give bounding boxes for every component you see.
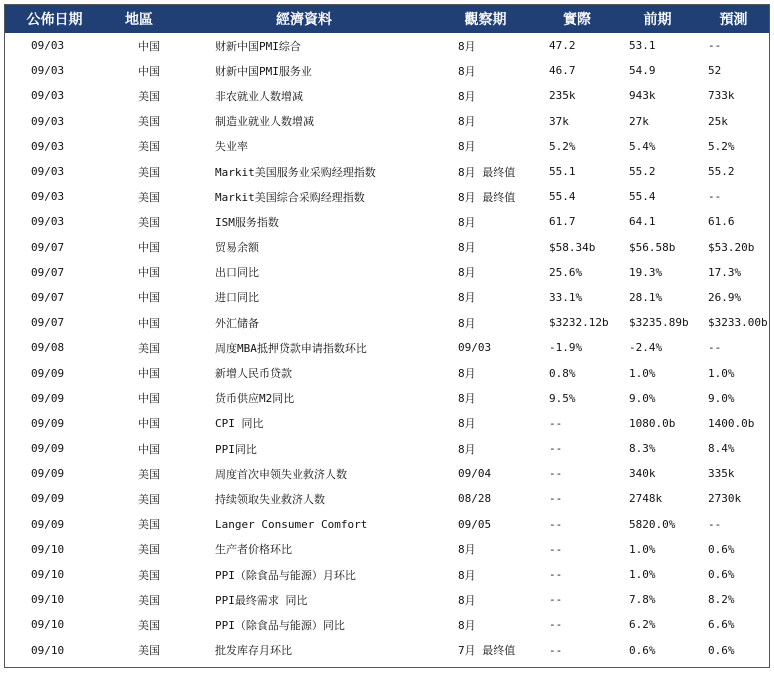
cell-forecast: 9.0% [708, 391, 735, 405]
cell-actual: 61.7 [549, 215, 576, 229]
cell-previous: 1080.0b [629, 416, 676, 430]
cell-region: 美国 [138, 140, 160, 154]
table-row [5, 486, 769, 511]
cell-region: 美国 [138, 618, 160, 632]
cell-region: 美国 [138, 165, 160, 179]
cell-period: 09/05 [458, 517, 492, 531]
table-row [5, 386, 769, 411]
cell-indicator: 出口同比 [215, 266, 259, 280]
cell-region: 美国 [138, 518, 160, 532]
table-row [5, 235, 769, 260]
cell-region: 美国 [138, 115, 160, 129]
cell-date: 09/03 [31, 89, 65, 103]
cell-indicator: PPI最终需求 同比 [215, 593, 308, 607]
header-row [5, 5, 769, 33]
table-row [5, 360, 769, 385]
table-row [5, 33, 769, 58]
cell-previous: 28.1% [629, 290, 663, 304]
cell-date: 09/09 [31, 366, 65, 380]
cell-previous: 19.3% [629, 265, 663, 279]
cell-previous: 9.0% [629, 391, 656, 405]
cell-region: 美国 [138, 593, 160, 607]
cell-region: 美国 [138, 467, 160, 481]
cell-region: 中国 [138, 367, 160, 381]
cell-period: 8月 [458, 215, 476, 229]
cell-forecast: -- [708, 190, 722, 204]
cell-date: 09/03 [31, 114, 65, 128]
cell-region: 美国 [138, 543, 160, 557]
cell-date: 09/03 [31, 64, 65, 78]
cell-forecast: $53.20b [708, 240, 755, 254]
header-region: 地區 [125, 12, 153, 28]
cell-forecast: 0.6% [708, 643, 735, 657]
cell-forecast: 0.6% [708, 568, 735, 582]
cell-actual: -- [549, 442, 563, 456]
cell-period: 8月 [458, 618, 476, 632]
cell-forecast: 17.3% [708, 265, 742, 279]
cell-indicator: 财新中国PMI综合 [215, 39, 301, 53]
table-row [5, 184, 769, 209]
cell-date: 09/07 [31, 240, 65, 254]
cell-date: 09/07 [31, 290, 65, 304]
cell-period: 8月 [458, 442, 476, 456]
cell-forecast: -- [708, 517, 722, 531]
cell-forecast: 1400.0b [708, 416, 755, 430]
cell-forecast: 8.4% [708, 442, 735, 456]
cell-forecast: 2730k [708, 492, 742, 506]
cell-forecast: 0.6% [708, 542, 735, 556]
cell-previous: 55.4 [629, 190, 656, 204]
cell-period: 8月 [458, 593, 476, 607]
cell-previous: $3235.89b [629, 316, 689, 330]
cell-date: 09/07 [31, 265, 65, 279]
cell-forecast: 335k [708, 467, 735, 481]
economic-calendar-table [5, 5, 769, 663]
cell-forecast: 26.9% [708, 290, 742, 304]
cell-period: 7月 最终值 [458, 644, 516, 658]
cell-previous: 6.2% [629, 618, 656, 632]
table-row [5, 335, 769, 360]
cell-actual: -- [549, 643, 563, 657]
cell-period: 8月 [458, 140, 476, 154]
cell-actual: -1.9% [549, 341, 583, 355]
cell-date: 09/10 [31, 618, 65, 632]
cell-period: 8月 [458, 266, 476, 280]
cell-indicator: 贸易余额 [215, 241, 259, 255]
cell-actual: 25.6% [549, 265, 583, 279]
table-row [5, 134, 769, 159]
cell-indicator: 批发库存月环比 [215, 644, 292, 658]
cell-indicator: 外汇储备 [215, 316, 259, 330]
cell-region: 美国 [138, 341, 160, 355]
cell-forecast: 6.6% [708, 618, 735, 632]
cell-period: 8月 [458, 316, 476, 330]
cell-actual: -- [549, 542, 563, 556]
cell-date: 09/03 [31, 165, 65, 179]
cell-forecast: 5.2% [708, 139, 735, 153]
economic-calendar-frame [4, 4, 770, 668]
table-row [5, 562, 769, 587]
cell-previous: 64.1 [629, 215, 656, 229]
cell-period: 8月 [458, 417, 476, 431]
cell-forecast: 61.6 [708, 215, 735, 229]
table-row [5, 58, 769, 83]
cell-date: 09/09 [31, 416, 65, 430]
cell-forecast: 1.0% [708, 366, 735, 380]
cell-date: 09/09 [31, 442, 65, 456]
cell-actual: $3232.12b [549, 316, 609, 330]
cell-previous: 55.2 [629, 165, 656, 179]
cell-date: 09/09 [31, 467, 65, 481]
cell-actual: 33.1% [549, 290, 583, 304]
cell-date: 09/03 [31, 139, 65, 153]
table-row [5, 209, 769, 234]
cell-previous: 2748k [629, 492, 663, 506]
cell-indicator: 失业率 [215, 140, 248, 154]
cell-region: 美国 [138, 644, 160, 658]
cell-actual: 5.2% [549, 139, 576, 153]
cell-period: 8月 [458, 39, 476, 53]
cell-previous: 54.9 [629, 64, 656, 78]
cell-indicator: PPI（除食品与能源）同比 [215, 618, 345, 632]
cell-period: 8月 [458, 64, 476, 78]
table-row [5, 537, 769, 562]
cell-previous: 8.3% [629, 442, 656, 456]
cell-period: 8月 [458, 241, 476, 255]
table-row [5, 83, 769, 108]
cell-forecast: -- [708, 341, 722, 355]
cell-region: 中国 [138, 241, 160, 255]
cell-region: 中国 [138, 39, 160, 53]
cell-indicator: 进口同比 [215, 291, 259, 305]
cell-previous: 943k [629, 89, 656, 103]
cell-forecast: $3233.00b [708, 316, 768, 330]
cell-indicator: Langer Consumer Comfort [215, 517, 368, 531]
header-previous: 前期 [643, 12, 672, 28]
table-row [5, 638, 769, 663]
cell-region: 美国 [138, 568, 160, 582]
cell-previous: 5.4% [629, 139, 656, 153]
cell-date: 09/07 [31, 316, 65, 330]
table-row [5, 512, 769, 537]
cell-actual: -- [549, 492, 563, 506]
cell-previous: 53.1 [629, 39, 656, 53]
cell-date: 09/10 [31, 643, 65, 657]
cell-forecast: 25k [708, 114, 728, 128]
cell-previous: 340k [629, 467, 656, 481]
cell-actual: -- [549, 416, 563, 430]
cell-actual: 235k [549, 89, 576, 103]
cell-indicator: 持续领取失业救济人数 [215, 492, 325, 506]
table-body [5, 33, 769, 663]
cell-actual: 9.5% [549, 391, 576, 405]
cell-date: 09/09 [31, 391, 65, 405]
cell-indicator: PPI（除食品与能源）月环比 [215, 568, 356, 582]
cell-period: 8月 [458, 392, 476, 406]
cell-region: 美国 [138, 89, 160, 103]
cell-region: 中国 [138, 442, 160, 456]
cell-region: 美国 [138, 190, 160, 204]
cell-forecast: 55.2 [708, 165, 735, 179]
cell-date: 09/03 [31, 215, 65, 229]
cell-previous: 0.6% [629, 643, 656, 657]
cell-period: 08/28 [458, 492, 492, 506]
cell-date: 09/10 [31, 542, 65, 556]
cell-previous: 1.0% [629, 366, 656, 380]
cell-forecast: 52 [708, 64, 722, 78]
cell-actual: -- [549, 618, 563, 632]
cell-previous: 5820.0% [629, 517, 676, 531]
table-row [5, 411, 769, 436]
header-indicator: 經濟資料 [276, 12, 332, 28]
table-row [5, 285, 769, 310]
table-row [5, 461, 769, 486]
cell-indicator: ISM服务指数 [215, 215, 279, 229]
cell-actual: 46.7 [549, 64, 576, 78]
cell-region: 中国 [138, 291, 160, 305]
cell-date: 09/03 [31, 39, 65, 53]
cell-forecast: 8.2% [708, 593, 735, 607]
cell-period: 8月 [458, 543, 476, 557]
table-row [5, 109, 769, 134]
cell-actual: -- [549, 593, 563, 607]
cell-actual: 55.1 [549, 165, 576, 179]
cell-region: 中国 [138, 316, 160, 330]
header-period: 觀察期 [464, 12, 507, 28]
table-row [5, 260, 769, 285]
cell-date: 09/10 [31, 568, 65, 582]
cell-actual: $58.34b [549, 240, 596, 254]
cell-previous: 7.8% [629, 593, 656, 607]
cell-region: 美国 [138, 215, 160, 229]
table-row [5, 436, 769, 461]
table-row [5, 310, 769, 335]
cell-period: 8月 [458, 367, 476, 381]
cell-actual: 47.2 [549, 39, 576, 53]
cell-date: 09/03 [31, 190, 65, 204]
cell-indicator: Markit美国服务业采购经理指数 [215, 165, 376, 179]
table-row [5, 159, 769, 184]
header-forecast: 預測 [719, 12, 748, 28]
cell-indicator: 周度首次申领失业救济人数 [215, 467, 347, 481]
cell-indicator: 非农就业人数增减 [215, 89, 303, 103]
cell-region: 中国 [138, 64, 160, 78]
cell-region: 中国 [138, 266, 160, 280]
cell-actual: 0.8% [549, 366, 576, 380]
cell-period: 09/03 [458, 341, 492, 355]
cell-period: 8月 [458, 89, 476, 103]
cell-indicator: 周度MBA抵押贷款申请指数环比 [215, 341, 367, 355]
cell-date: 09/09 [31, 492, 65, 506]
cell-previous: 1.0% [629, 568, 656, 582]
cell-indicator: 财新中国PMI服务业 [215, 64, 312, 78]
cell-period: 8月 [458, 291, 476, 305]
cell-period: 8月 [458, 568, 476, 582]
cell-previous: $56.58b [629, 240, 676, 254]
cell-indicator: PPI同比 [215, 442, 257, 456]
header-actual: 實際 [563, 12, 591, 28]
cell-forecast: 733k [708, 89, 735, 103]
cell-region: 美国 [138, 492, 160, 506]
cell-previous: -2.4% [629, 341, 663, 355]
cell-indicator: 新增人民币贷款 [215, 367, 292, 381]
cell-previous: 1.0% [629, 542, 656, 556]
cell-indicator: 生产者价格环比 [215, 543, 292, 557]
table-row [5, 612, 769, 637]
cell-indicator: CPI 同比 [215, 417, 264, 431]
cell-period: 8月 最终值 [458, 165, 516, 179]
cell-period: 8月 最终值 [458, 190, 516, 204]
cell-region: 中国 [138, 392, 160, 406]
cell-forecast: -- [708, 39, 722, 53]
cell-date: 09/10 [31, 593, 65, 607]
cell-date: 09/08 [31, 341, 65, 355]
cell-actual: -- [549, 568, 563, 582]
table-row [5, 587, 769, 612]
cell-indicator: 制造业就业人数增减 [215, 115, 314, 129]
cell-actual: -- [549, 467, 563, 481]
cell-previous: 27k [629, 114, 649, 128]
cell-actual: -- [549, 517, 563, 531]
cell-indicator: 货币供应M2同比 [215, 392, 295, 406]
cell-actual: 55.4 [549, 190, 576, 204]
header-date: 公佈日期 [26, 12, 83, 28]
cell-actual: 37k [549, 114, 569, 128]
cell-period: 09/04 [458, 467, 492, 481]
cell-date: 09/09 [31, 517, 65, 531]
cell-period: 8月 [458, 115, 476, 129]
cell-indicator: Markit美国综合采购经理指数 [215, 190, 365, 204]
cell-region: 中国 [138, 417, 160, 431]
